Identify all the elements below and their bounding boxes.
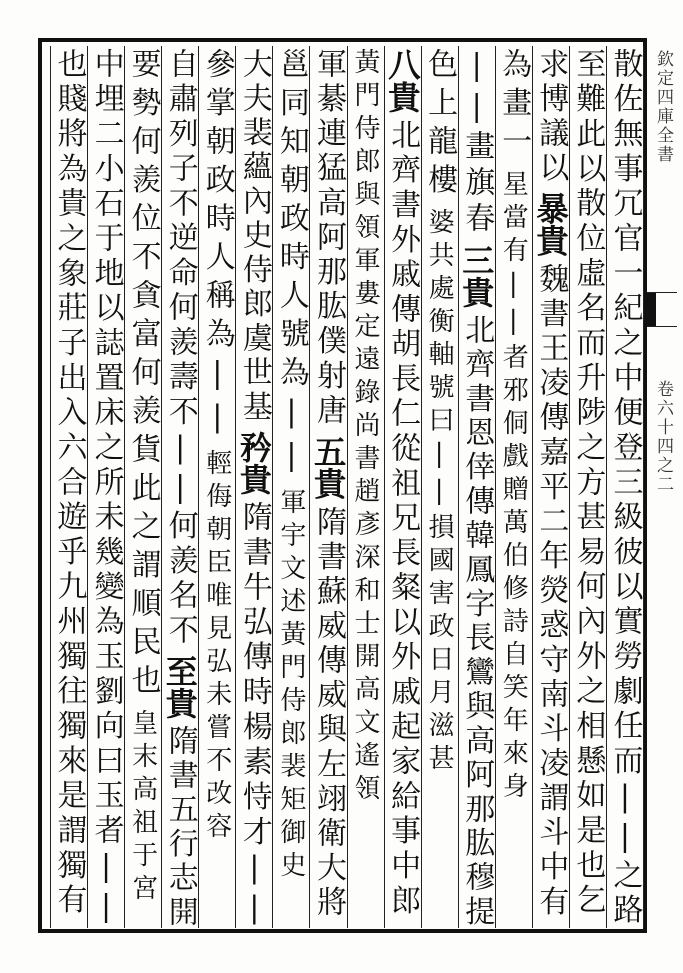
column-text: 輕侮朝臣唯見弘未嘗不改容 [201, 449, 232, 845]
column-text: 星當有||者邪侗戲贈萬伯修詩自笑年來身 [498, 170, 529, 805]
column-text: 婆共處衡軸號曰||損國害政日月滋甚 [424, 208, 455, 777]
text-column [421, 44, 458, 928]
column-text: 要勢何羨位不貪富何羨貨此之謂順民也 [125, 48, 161, 703]
column-text: 邕同知朝政時人號為|| [273, 48, 309, 482]
fold-line-bottom [647, 326, 677, 327]
text-column [50, 44, 87, 928]
text-column [87, 44, 124, 928]
text-column [309, 44, 346, 928]
page-reference: 卷六十四之二 [653, 380, 673, 494]
column-text: 色上龍樓 [422, 48, 458, 202]
text-column [234, 44, 273, 931]
column-text: 北齊書恩倖傳韓鳳字長鸞與高阿那肱穆提 [459, 314, 495, 930]
text-column [124, 44, 161, 928]
text-column [458, 44, 495, 928]
text-column [384, 44, 421, 928]
entry-heading: 八貴 [383, 48, 423, 114]
entry-heading: 至貴 [160, 655, 199, 719]
column-text: 隋書蘇威傳威與左翊衛大將 [310, 506, 346, 921]
column-text: 求博議以 [533, 48, 569, 187]
column-text: 散佐無事冗官一紀之中便登三級彼以實勞劇任而||之路 [607, 48, 643, 929]
text-column [532, 44, 569, 928]
fold-line-top [647, 292, 677, 293]
column-text: 自肅列子不逆命何羨壽不||何羨名不 [162, 48, 198, 649]
fold-marker [647, 292, 656, 326]
column-text: 軍宇文述黃門侍郎裴矩御史 [275, 488, 306, 884]
column-text: 魏書王凌傳嘉平二年熒惑守南斗凌謂斗中有 [533, 263, 569, 920]
header-right: 欽定四庫全書 [653, 50, 673, 164]
column-text: 皇末高祖于宮 [127, 709, 158, 907]
column-text: 也賤將為貴之象莊子出入六合遊乎九州獨往獨來是謂獨有 [51, 48, 87, 919]
text-column [160, 44, 199, 931]
text-column [606, 44, 643, 928]
column-rule [643, 46, 644, 928]
text-column [569, 44, 606, 928]
column-text: 為畫一 [496, 48, 532, 164]
column-text: 隋書牛弘傳時楊素恃才|| [236, 501, 272, 931]
entry-heading: 暴貴 [531, 192, 570, 257]
text-column [198, 44, 235, 928]
entry-heading: 三貴 [457, 244, 496, 308]
text-column [495, 44, 532, 928]
text-column [272, 44, 309, 928]
column-text: 隋書五行志開 [162, 725, 198, 931]
text-column [347, 44, 384, 928]
entry-heading: 矜貴 [234, 431, 273, 495]
column-text: 軍綦連猛高阿那肱僕射唐 [310, 48, 346, 429]
column-text: 至難此以散位虛名而升陟之方甚易何內外之相懸如是也乞 [570, 48, 606, 919]
column-text: 黃門侍郎與領軍婁定遠錄尚書趙彥深和士開高文遙領 [350, 48, 381, 807]
column-text: ||畫旗春 [459, 48, 495, 239]
column-text: 參掌朝政時人稱為|| [199, 48, 235, 443]
column-text: 北齊書外戚傳胡長仁從祖兄長粲以外戚起家給事中郎 [385, 119, 421, 920]
column-text: 大夫裴蘊內史侍郎虞世基 [236, 48, 272, 425]
column-text: 中埋二小石于地以誌置床之所未幾變為玉劉向曰玉者|| [88, 48, 124, 929]
entry-heading: 五貴 [309, 435, 348, 500]
